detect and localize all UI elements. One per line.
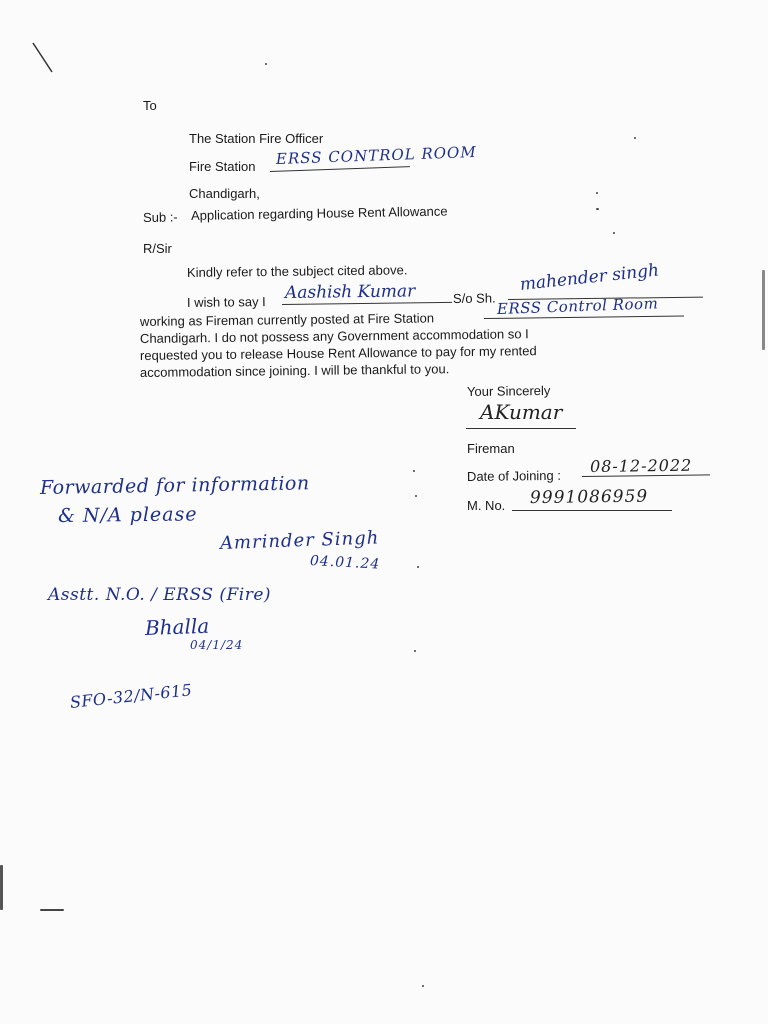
signature-underline [466, 428, 576, 429]
subject-text: Application regarding House Rent Allowance [190, 203, 448, 223]
initials-signature: Bhalla [144, 613, 210, 640]
applicant-signature: AKumar [480, 400, 563, 424]
applicant-name-handwritten: Aashish Kumar [284, 281, 416, 303]
scan-speck [414, 650, 416, 652]
city-line: Chandigarh, [189, 186, 260, 201]
scan-speck [596, 192, 598, 194]
greeting: R/Sir [143, 241, 172, 256]
forward-note-line-1: Forwarded for information [39, 472, 310, 499]
scan-mark [30, 40, 60, 80]
fire-station-label: Fire Station [189, 159, 256, 174]
forward-note-line-2: & N/A please [57, 503, 198, 527]
posted-station-handwritten: ERSS Control Room [496, 294, 659, 318]
body-line-5: requested you to release House Rent Allowance to pay for my rented [139, 343, 537, 363]
scan-speck [40, 909, 64, 911]
initials-date: 04/1/24 [190, 638, 244, 652]
body-line-1: Kindly refer to the subject cited above. [186, 262, 408, 280]
doj-handwritten: 08-12-2022 [589, 455, 693, 476]
scan-speck [415, 495, 417, 497]
scan-speck [422, 985, 424, 987]
scan-edge [762, 270, 765, 350]
office-note: Asstt. N.O. / ERSS (Fire) [48, 585, 272, 605]
father-name-handwritten: mahender singh [518, 260, 660, 295]
body-line-6: accommodation since joining. I will be thankful to you. [139, 361, 450, 380]
subject-label: Sub :- [142, 209, 178, 225]
scan-speck [596, 208, 599, 210]
wish-to-say: I wish to say I [186, 294, 266, 310]
scan-speck [265, 63, 267, 65]
file-reference: SFO-32/N-615 [69, 680, 194, 712]
scan-edge [0, 865, 3, 910]
fire-station-handwritten: ERSS CONTROL ROOM [275, 142, 477, 168]
mobile-label: M. No. [467, 498, 506, 513]
designation: Fireman [467, 441, 515, 456]
body-line-4: Chandigarh. I do not possess any Government accommodation so I [139, 326, 529, 346]
forward-signature: Amrinder Singh [219, 527, 380, 554]
son-of-label: S/o Sh. [452, 290, 496, 306]
to-label: To [143, 98, 157, 113]
scan-speck [417, 566, 419, 568]
doj-label: Date of Joining : [466, 467, 562, 484]
addressee-title: The Station Fire Officer [189, 131, 324, 146]
mobile-underline [512, 510, 672, 511]
scan-speck [634, 137, 636, 139]
forward-date: 04.01.24 [309, 553, 381, 573]
closing: Your Sincerely [466, 382, 551, 399]
body-line-3: working as Fireman currently posted at Fire Station [139, 310, 435, 329]
scan-speck [613, 232, 615, 234]
mobile-handwritten: 9991086959 [529, 486, 649, 508]
scan-speck [413, 470, 415, 472]
doj-underline [582, 474, 710, 477]
